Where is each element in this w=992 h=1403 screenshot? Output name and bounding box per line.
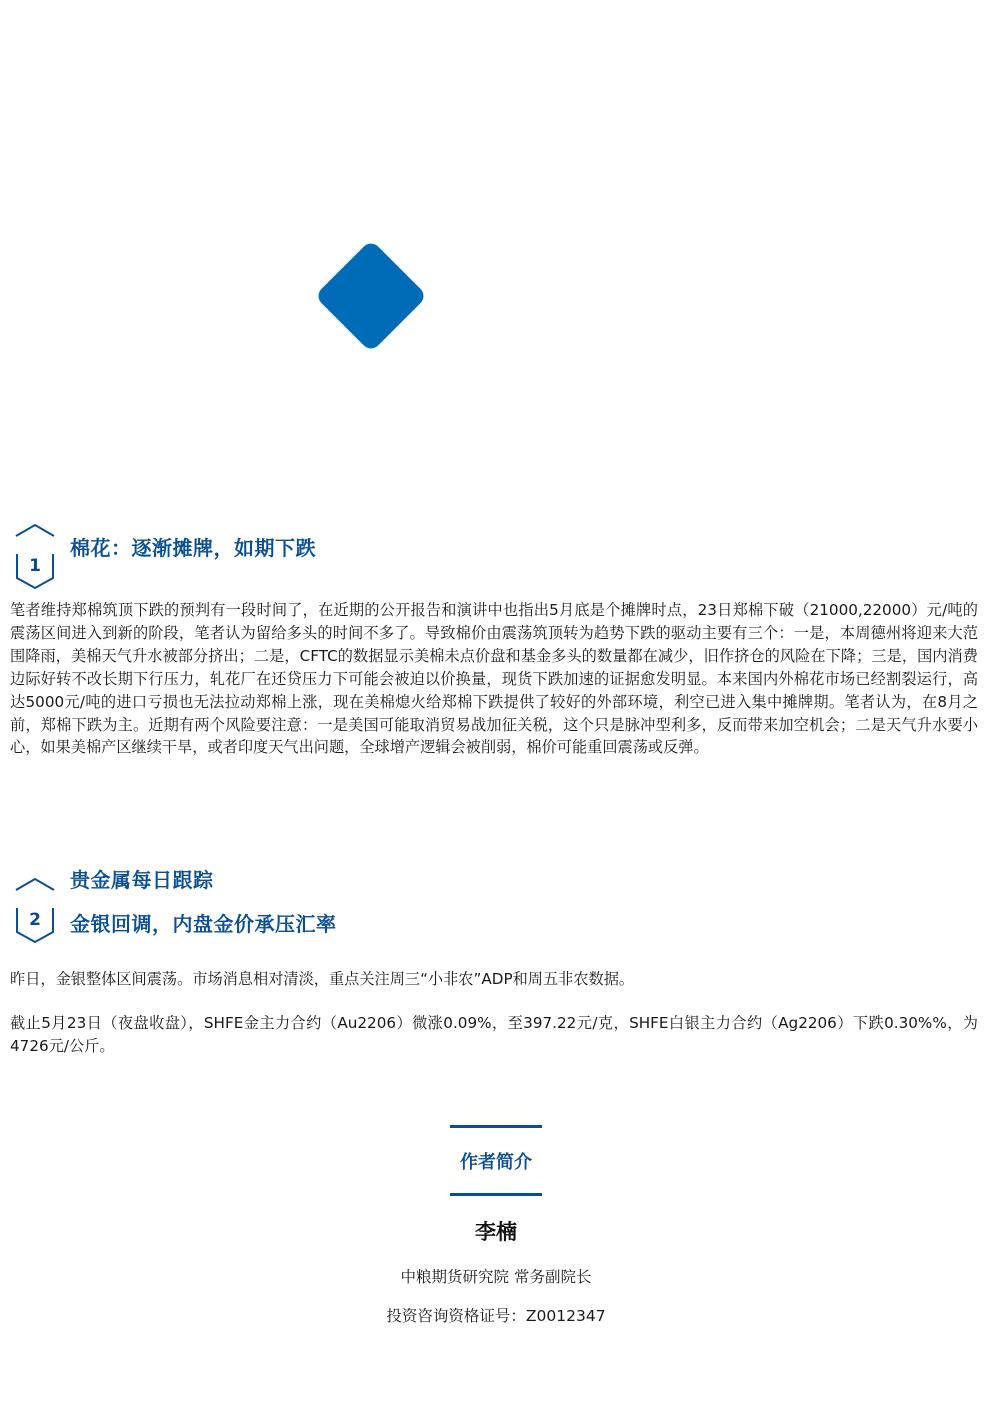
section-2-marker: [14, 876, 56, 946]
section-2-number: 2: [29, 910, 41, 930]
section-1-number: 1: [29, 556, 41, 576]
diamond-logo: [314, 239, 427, 352]
section-2-paragraph-2: 截止5月23日（夜盘收盘），SHFE金主力合约（Au2206）微涨0.09%，至397.22元/克，SHFE白银主力合约（Ag2206）下跌0.30%%，为4726元/公斤。: [10, 1014, 978, 1055]
author-name: 李楠: [475, 1220, 517, 1244]
author-top-rule: [450, 1125, 542, 1128]
author-license: 投资咨询资格证号：Z0012347: [386, 1307, 606, 1325]
section-2-paragraph-1: 昨日，金银整体区间震荡。市场消息相对清淡，重点关注周三“小非农”ADP和周五非农数据。: [10, 970, 635, 988]
section-1-marker: [14, 522, 56, 592]
author-section-title: 作者简介: [460, 1152, 532, 1173]
author-bottom-rule: [450, 1193, 542, 1196]
section-2-heading-top: 贵金属每日跟踪: [70, 868, 214, 892]
author-position: 中粮期货研究院 常务副院长: [400, 1268, 592, 1286]
section-1-paragraph: 笔者维持郑棉筑顶下跌的预判有一段时间了，在近期的公开报告和演讲中也指出5月底是个摊牌时点，23日郑棉下破（21000,22000）元/吨的震荡区间进入到新的阶段，笔者认为留给多头的时间不多了。导致棉价由震荡筑顶转为趋势下跌的驱动主要有三个：一是，本周德州将迎来大范围降雨，美棉天气升水被部分挤出；二是，CFTC的数据显示美棉未点价盘和基金多头的数量都在减少，旧作挤仓的风险在下降；三是，国内消费边际好转不改长期下行压力，轧花厂在还贷压力下可能会被迫以价换量，现货下跌加速的证据愈发明显。本来国内外棉花市场已经割裂运行，高达5000元/吨的进口亏损也无法拉动郑棉上涨，现在美棉熄火给郑棉下跌提供了较好的外部环境，利空已进入集中摊牌期。笔者认为，在8月之前，郑棉下跌为主。近期有两个风险要注意：一是美国可能取消贸易战加征关税，这个只是脉冲型利多，反而带来加空机会；二是天气升水要小心，如果美棉产区继续干旱，或者印度天气出问题，全球增产逻辑会被削弱，棉价可能重回震荡或反弹。: [10, 601, 978, 757]
section-2-heading: 金银回调，内盘金价承压汇率: [70, 912, 337, 936]
section-1-heading: 棉花：逐渐摊牌，如期下跌: [70, 536, 316, 560]
